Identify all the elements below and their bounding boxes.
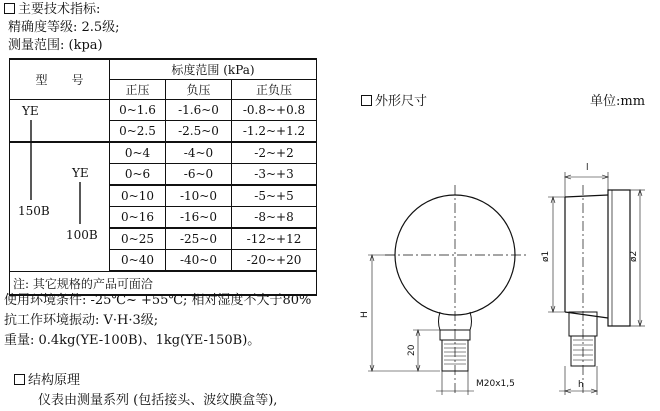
table-cell: -25~0 xyxy=(166,228,232,250)
model-ye-label: YE xyxy=(22,104,39,118)
model-150b-label: 150B xyxy=(18,204,50,218)
gauge-side-body xyxy=(565,195,608,318)
structure-heading: 结构原理 xyxy=(14,373,80,388)
table-cell: -40~0 xyxy=(166,250,232,272)
label-thread: M20x1,5 xyxy=(476,379,515,389)
model-100b-label: 100B xyxy=(66,228,98,242)
table-cell: 0~10 xyxy=(110,185,166,207)
table-cell: -16~0 xyxy=(166,207,232,229)
col-positive: 正压 xyxy=(110,80,166,100)
vibration-text: 抗工作环境振动: V·H·3级; xyxy=(4,313,159,328)
label-d2: ø2 xyxy=(629,250,639,262)
label-d1: ø1 xyxy=(541,250,551,262)
table-cell: -1.6~0 xyxy=(166,100,232,121)
table-cell: 0~16 xyxy=(110,207,166,229)
weight-text: 重量: 0.4kg(YE-100B)、1kg(YE-150B)。 xyxy=(4,333,261,348)
label-l: l xyxy=(586,163,589,173)
model-header: 型 号 xyxy=(10,59,110,100)
table-cell: -2~+2 xyxy=(232,142,317,164)
table-cell: -6~0 xyxy=(166,164,232,186)
structure-text: 仪表由测量系列 (包括接头、波纹膜盒等), xyxy=(38,393,278,408)
table-cell: 0~25 xyxy=(110,228,166,250)
table-cell: -0.8~+0.8 xyxy=(232,100,317,121)
unit-text: 单位:mm xyxy=(590,94,646,109)
table-cell: -8~+8 xyxy=(232,207,317,229)
label-h: h xyxy=(578,380,584,390)
table-cell: -20~+20 xyxy=(232,250,317,272)
spec-heading: 主要技术指标: xyxy=(4,2,100,17)
range-text: 测量范围: (kpa) xyxy=(8,38,103,53)
table-cell: -1.2~+1.2 xyxy=(232,121,317,143)
label-20: 20 xyxy=(407,344,417,356)
table-cell: 0~4 xyxy=(110,142,166,164)
range-header: 标度范围 (kPa) xyxy=(110,59,317,80)
table-cell: 0~40 xyxy=(110,250,166,272)
col-negative: 负压 xyxy=(166,80,232,100)
table-cell: -2.5~0 xyxy=(166,121,232,143)
gauge-side-bezel xyxy=(608,190,630,326)
drawing-heading: 外形尺寸 xyxy=(361,94,427,109)
col-both: 正负压 xyxy=(232,80,317,100)
table-cell: -12~+12 xyxy=(232,228,317,250)
table-cell: -10~0 xyxy=(166,185,232,207)
accuracy-text: 精确度等级: 2.5级; xyxy=(8,20,120,35)
table-cell: 0~1.6 xyxy=(110,100,166,121)
environment-text: 使用环境条件: -25℃~ +55℃; 相对湿度不大于80% xyxy=(4,293,312,308)
table-cell: -5~+5 xyxy=(232,185,317,207)
table-note: 注: 其它规格的产品可面洽 xyxy=(10,271,317,295)
model-ye2-label: YE xyxy=(72,166,89,180)
table-cell: 0~2.5 xyxy=(110,121,166,143)
label-H: H xyxy=(360,311,370,318)
table-cell: -4~0 xyxy=(166,142,232,164)
table-cell: -3~+3 xyxy=(232,164,317,186)
table-cell: 0~6 xyxy=(110,164,166,186)
